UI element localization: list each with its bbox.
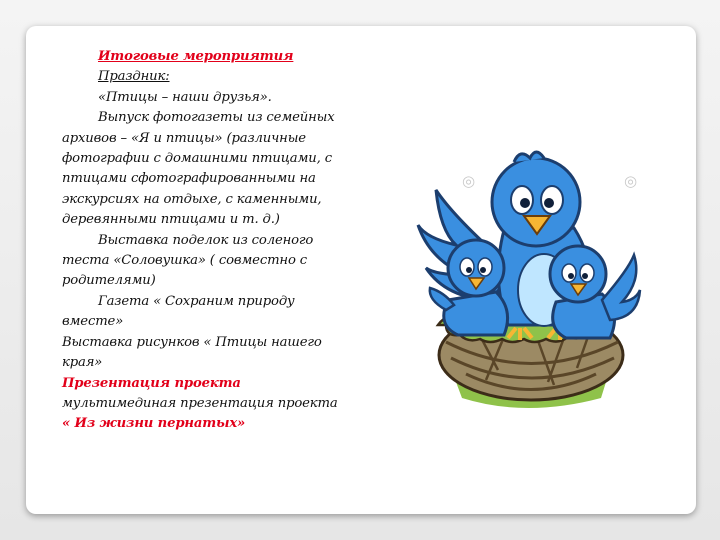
- presentation-heading: Презентация проекта: [62, 375, 241, 391]
- drawings-exhibit-item: Выставка рисунков « Птицы нашего края»: [62, 334, 322, 371]
- presentation-text: мультимединая презентация проекта: [62, 395, 338, 411]
- newspaper-item: Газета « Сохраним природу вместе»: [62, 293, 295, 330]
- crafts-exhibit-item: Выставка поделок из соленого теста «Соловушка» ( совместно с родителями): [62, 232, 314, 289]
- holiday-name: «Птицы – наши друзья».: [98, 89, 272, 105]
- presentation-title: « Из жизни пернатых»: [62, 416, 246, 432]
- slide-title: Итоговые мероприятия: [98, 49, 294, 64]
- watermark-icon: ◎: [624, 172, 639, 190]
- slide-text: [62, 47, 342, 435]
- watermark-icon: ◎: [462, 172, 477, 190]
- bird-family-illustration: [396, 150, 656, 415]
- holiday-label: Праздник:: [98, 69, 170, 85]
- photo-paper-item: Выпуск фотогазеты из семейных архивов – «Я и птицы» (различные фотографии с домашними птицами, с птицами сфотографированными на экскурсиях на отдыхе, с каменными, деревянными птицами и т. д.): [62, 110, 335, 228]
